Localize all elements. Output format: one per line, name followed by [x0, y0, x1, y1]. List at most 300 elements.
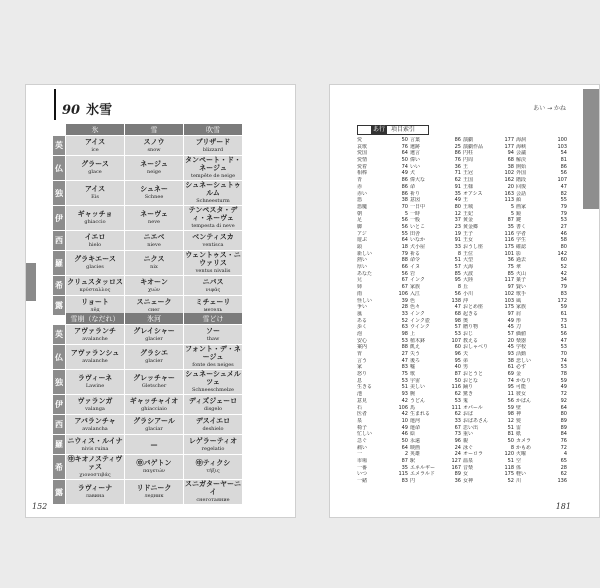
index-entry	[516, 311, 569, 318]
index-term: いとこ	[410, 223, 426, 230]
index-term: うどん	[410, 397, 426, 404]
index-entry	[410, 144, 463, 151]
index-entry	[516, 438, 569, 445]
index-term: 忙しい	[357, 431, 373, 438]
index-term: おとめ座	[463, 304, 484, 311]
index-entry	[357, 217, 410, 224]
katakana-reading: グレイシャー	[133, 326, 175, 335]
index-term: 姉	[357, 284, 363, 291]
katakana-reading: グラシアール	[133, 416, 175, 425]
index-entry	[463, 164, 516, 171]
index-entry	[357, 170, 410, 177]
index-term: 入江	[410, 290, 421, 297]
index-page-ref: 103	[557, 143, 567, 150]
index-page-ref: 172	[557, 297, 567, 304]
original-word: glaciar	[145, 425, 163, 432]
index-page-ref: 53	[454, 397, 461, 404]
index-page-ref: 56	[401, 217, 408, 224]
index-page-ref: 36	[454, 163, 461, 170]
index-page-ref: 98	[507, 411, 514, 418]
index-entry	[516, 177, 569, 184]
index-page-ref: 167	[451, 464, 461, 471]
index-entry	[463, 378, 516, 385]
index-term: 海洞	[516, 137, 527, 143]
index-term: 円周	[463, 157, 474, 164]
index-entry	[516, 231, 569, 238]
index-page-ref: 136	[557, 478, 567, 485]
index-entry	[516, 338, 569, 345]
index-term: 愛情	[357, 157, 368, 164]
index-page-ref: 50	[401, 137, 408, 143]
index-entry	[410, 344, 463, 351]
index-term: 厚い	[357, 264, 368, 271]
index-entry	[357, 304, 410, 311]
index-entry	[357, 271, 410, 278]
index-term: おとうと	[463, 371, 484, 378]
index-term: 会議	[516, 150, 527, 157]
katakana-reading: ウェントゥス・ニウァリス	[185, 251, 241, 267]
chapter-title	[62, 99, 112, 118]
katakana-reading: ヴァランガ	[77, 396, 113, 405]
index-page-ref: 18	[401, 244, 408, 250]
index-entry	[357, 157, 410, 164]
index-page-ref: 96	[454, 437, 461, 444]
index-entry	[410, 378, 463, 385]
index-term: 思い出	[463, 424, 479, 431]
word-cell	[184, 480, 242, 504]
index-term: 遺跡	[410, 143, 421, 150]
table-row	[53, 435, 242, 454]
table-row	[53, 156, 242, 180]
katakana-reading: シュネーシュメルツェ	[185, 370, 241, 386]
index-term: いつ	[357, 471, 368, 478]
index-term: 英雄	[410, 451, 421, 458]
word-cell	[125, 370, 183, 394]
language-label: 西	[53, 231, 65, 250]
table-row	[53, 370, 242, 394]
index-page-ref: 38	[401, 197, 408, 204]
index-term: 鍵	[516, 217, 522, 224]
index-entry	[516, 384, 569, 391]
katakana-reading: グレッチャー	[133, 374, 175, 382]
index-entry	[410, 137, 463, 144]
index-page-ref: 89	[560, 424, 567, 431]
index-page-ref: 175	[504, 244, 514, 250]
index-term: 熱い	[357, 257, 368, 264]
word-cell	[66, 251, 124, 275]
index-page-ref: 38	[507, 357, 514, 364]
index-entry	[410, 177, 463, 184]
katakana-reading: レゲラーティオ	[188, 436, 238, 445]
index-term: あなた	[357, 270, 373, 277]
table-row	[53, 206, 242, 230]
katakana-reading: ネージュ	[140, 160, 168, 168]
index-term: いい	[410, 163, 421, 170]
index-entry	[463, 204, 516, 211]
index-page-ref: 93	[401, 391, 408, 398]
index-page-ref: 81	[560, 157, 567, 164]
index-term: 活動	[516, 351, 527, 357]
index-term: 金	[516, 371, 522, 378]
index-entry	[357, 411, 410, 418]
index-entry	[410, 277, 463, 284]
index-term: 踊り	[463, 384, 474, 391]
index-term: インク	[410, 277, 425, 284]
index-page-ref: 67	[454, 424, 461, 431]
index-entry	[410, 364, 463, 371]
index-page-ref: 113	[504, 197, 514, 204]
index-term: 運命	[410, 424, 421, 431]
index-page-ref: 5	[404, 210, 408, 217]
column-header: 氷河	[125, 313, 183, 324]
index-term: 後ろ	[410, 357, 421, 364]
index-term: 驚き	[463, 391, 474, 398]
index-page-ref: 56	[401, 223, 408, 230]
index-entry	[357, 398, 410, 405]
index-term: おば	[463, 411, 474, 418]
katakana-reading: ソー	[206, 326, 220, 335]
index-entry	[463, 284, 516, 291]
index-entry	[463, 458, 516, 465]
katakana-reading: タンペート・ド・ネージュ	[185, 156, 241, 172]
katakana-reading: ㊥パゲトン	[136, 459, 172, 467]
index-entry	[516, 458, 569, 465]
index-term: 階段	[516, 177, 527, 184]
index-entry	[410, 271, 463, 278]
original-word: νιφάς	[205, 286, 221, 293]
original-word: παγετών	[142, 468, 166, 474]
index-term: 言葉	[410, 137, 421, 143]
index-entry	[410, 150, 463, 157]
index-entry	[516, 264, 569, 271]
index-page-ref: 37	[454, 217, 461, 224]
index-entry	[463, 318, 516, 325]
index-term: 教える	[463, 337, 479, 344]
original-word: neige	[147, 169, 161, 175]
index-page-ref: 59	[560, 377, 567, 384]
index-page-ref: 53	[560, 217, 567, 224]
index-term: 遊ぶ	[357, 237, 368, 244]
index-page-ref: 106	[398, 404, 408, 411]
index-page-ref: 10	[401, 417, 408, 424]
index-term: 回復	[516, 183, 527, 190]
katakana-reading: アイス	[84, 185, 106, 193]
index-term: 形	[516, 317, 522, 324]
index-entry	[516, 271, 569, 278]
index-page-ref: 177	[504, 137, 514, 143]
index-page-ref: 76	[401, 143, 408, 150]
index-page-ref: 57	[454, 264, 461, 271]
index-entry	[463, 445, 516, 452]
index-entry	[463, 157, 516, 164]
index-term: 池	[357, 391, 363, 398]
word-cell	[66, 415, 124, 434]
index-term: 青	[357, 177, 363, 184]
index-term: 生きる	[357, 384, 373, 391]
index-term: 王冠	[463, 170, 474, 177]
index-page-ref: 106	[398, 290, 408, 297]
katakana-reading: テンペスタ・ディ・ネーヴェ	[188, 206, 238, 222]
index-term: 壁	[516, 404, 522, 411]
index-page-ref: 72	[560, 391, 567, 398]
katakana-reading: アイス	[84, 137, 106, 146]
word-cell	[125, 276, 183, 295]
index-page-ref: 51	[454, 257, 461, 264]
index-term: 嵐	[357, 310, 363, 317]
index-term: 歌手	[516, 290, 527, 297]
index-page-ref: 70	[401, 203, 408, 210]
index-entry	[516, 277, 569, 284]
index-term: 雨	[357, 290, 363, 297]
index-column	[410, 137, 463, 485]
index-entry	[357, 351, 410, 358]
katakana-reading: ニパス	[202, 277, 224, 286]
index-term: おとな	[463, 377, 479, 384]
index-entry	[463, 471, 516, 478]
original-word: nix	[150, 264, 158, 270]
index-column	[516, 137, 569, 485]
index-term: 赤い	[357, 190, 368, 197]
index-term: 永遠	[410, 437, 421, 444]
index-term: 安心	[357, 337, 368, 344]
index-page-ref: 83	[401, 364, 408, 371]
index-entry	[357, 257, 410, 264]
index-term: 意見	[357, 397, 368, 404]
index-entry	[463, 224, 516, 231]
language-label: 羅	[53, 251, 65, 275]
table-row	[53, 181, 242, 205]
index-term: 田舎	[410, 230, 421, 237]
index-term: 火山	[516, 270, 527, 277]
index-term: 胃	[357, 351, 363, 357]
index-term: 開始	[516, 163, 527, 170]
index-page-ref: 91	[454, 183, 461, 190]
index-entry	[410, 284, 463, 291]
index-page-ref: 83	[560, 290, 567, 297]
index-range-header: あい → かね	[533, 105, 566, 112]
index-term: 嘘	[410, 364, 416, 371]
index-entry	[463, 237, 516, 244]
index-entry	[516, 391, 569, 398]
index-page-ref: 102	[504, 290, 514, 297]
index-entry	[516, 364, 569, 371]
table-row	[53, 345, 242, 369]
katakana-reading: ネーヴェ	[140, 210, 168, 218]
index-entry	[410, 264, 463, 271]
index-entry	[410, 451, 463, 458]
index-entry	[410, 351, 463, 358]
index-entry	[410, 170, 463, 177]
index-page-ref: 177	[504, 143, 514, 150]
language-label: 仏	[53, 156, 65, 180]
index-entry	[516, 217, 569, 224]
index-entry	[463, 364, 516, 371]
index-term: おじ	[463, 330, 474, 337]
index-entry	[463, 358, 516, 365]
index-page-ref: 98	[454, 317, 461, 324]
index-page-ref: 53	[454, 330, 461, 337]
index-entry	[357, 150, 410, 157]
index-term: 王	[463, 197, 469, 204]
index-term: 刀	[516, 324, 522, 331]
index-entry	[516, 157, 569, 164]
index-entry	[463, 251, 516, 258]
katakana-reading: アヴァランシュ	[70, 349, 120, 357]
index-page-ref: 25	[454, 143, 461, 150]
index-page-ref: 76	[560, 437, 567, 444]
index-page-ref: 50	[401, 157, 408, 164]
index-entry	[463, 304, 516, 311]
index-page-ref: 46	[560, 230, 567, 237]
index-entry	[410, 471, 463, 478]
index-page-ref: 117	[504, 277, 514, 284]
index-term: 男	[463, 364, 469, 371]
index-term: 肩	[516, 310, 522, 317]
index-term: 奥	[463, 317, 469, 324]
index-page-ref: 52	[401, 317, 408, 324]
word-cell	[66, 231, 124, 250]
word-cell	[125, 480, 183, 504]
index-page-ref: 51	[401, 384, 408, 391]
index-page-ref: 35	[401, 464, 408, 471]
index-page-ref: 40	[454, 364, 461, 371]
katakana-reading: リョート	[81, 297, 109, 306]
katakana-reading: シュネー	[140, 185, 168, 193]
index-entry	[463, 231, 516, 238]
index-term: オーロラ	[463, 451, 484, 458]
table-row	[53, 455, 242, 479]
index-term: 解決	[516, 157, 527, 164]
index-page-ref: 56	[507, 397, 514, 404]
index-term: 親	[463, 437, 469, 444]
column-header: 氷	[66, 124, 124, 135]
index-term: 円	[410, 478, 416, 485]
index-page-ref: 80	[454, 203, 461, 210]
table-row	[53, 480, 242, 504]
index-term: 歩く	[357, 324, 368, 331]
word-cell	[184, 395, 242, 414]
index-page-ref: 86	[454, 150, 461, 157]
index-entry	[516, 224, 569, 231]
language-label: 露	[53, 480, 65, 504]
index-page-ref: 56	[454, 290, 461, 297]
index-term: 王様	[463, 183, 474, 190]
index-page-ref: 81	[507, 431, 514, 438]
original-word: neve	[148, 219, 160, 225]
index-entry	[410, 324, 463, 331]
word-cell	[125, 455, 183, 479]
original-word: Schnee	[144, 194, 164, 200]
index-page-ref: 116	[504, 237, 514, 244]
index-page-ref: 67	[401, 277, 408, 284]
index-entry	[357, 371, 410, 378]
word-cell	[66, 455, 124, 479]
index-term: 市場	[357, 458, 368, 464]
index-term: 上	[410, 330, 416, 337]
index-entry	[463, 344, 516, 351]
index-entry	[357, 451, 410, 458]
index-entry	[516, 284, 569, 291]
index-area	[357, 125, 569, 485]
index-entry	[463, 184, 516, 191]
index-entry	[410, 204, 463, 211]
index-page-ref: 79	[560, 210, 567, 217]
index-term: 失う	[410, 351, 421, 357]
index-page-ref: 111	[451, 404, 461, 411]
index-page-ref: 62	[560, 471, 567, 478]
index-entry	[463, 191, 516, 198]
index-entry	[410, 331, 463, 338]
index-entry	[463, 197, 516, 204]
index-term: 悪	[357, 197, 363, 204]
index-term: 大陸	[463, 277, 474, 284]
original-word: tempesta di neve	[191, 223, 235, 229]
index-term: 王城	[463, 203, 474, 210]
index-page-ref: 36	[507, 257, 514, 264]
index-entry	[463, 384, 516, 391]
katakana-reading: スニガターヤーニイ	[185, 480, 241, 496]
index-entry	[463, 391, 516, 398]
index-page-ref: 86	[560, 163, 567, 170]
index-page-ref: 38	[507, 163, 514, 170]
original-word: ледник	[144, 493, 164, 499]
index-entry	[410, 244, 463, 251]
index-entry	[516, 331, 569, 338]
index-term: 王子	[463, 230, 474, 237]
word-cell	[66, 156, 124, 180]
index-page-ref: 64	[401, 150, 408, 157]
index-term: 家	[357, 364, 363, 371]
index-term: 悲しい	[516, 357, 532, 364]
index-page-ref: 42	[560, 270, 567, 277]
index-entry	[463, 405, 516, 412]
index-term: エネルギー	[410, 464, 436, 471]
katakana-reading: スニェーク	[136, 297, 172, 306]
original-word: ventus nivalis	[195, 268, 231, 274]
index-entry	[357, 318, 410, 325]
index-term: 新しい	[357, 250, 373, 257]
index-entry	[410, 164, 463, 171]
index-term: 神	[516, 411, 522, 418]
index-entry	[463, 371, 516, 378]
index-page-ref: 68	[454, 310, 461, 317]
index-entry	[463, 271, 516, 278]
index-page-ref: 51	[507, 458, 514, 464]
index-page-ref: 51	[507, 424, 514, 431]
original-word: blizzard	[202, 146, 224, 153]
index-entry	[516, 137, 569, 144]
index-page-ref: 75	[401, 371, 408, 378]
katakana-reading: アヴァランチ	[74, 326, 116, 335]
index-entry	[463, 177, 516, 184]
index-entry	[357, 431, 410, 438]
index-entry	[463, 277, 516, 284]
index-term: 愛国	[357, 150, 368, 157]
index-page-ref: 5	[510, 203, 514, 210]
index-page-ref: 74	[507, 377, 514, 384]
index-entry	[516, 324, 569, 331]
index-entry	[463, 211, 516, 218]
index-term: 黄金郷	[463, 223, 479, 230]
index-entry	[410, 431, 463, 438]
index-page-ref: 74	[401, 163, 408, 170]
index-page-ref: 56	[560, 170, 567, 177]
index-entry	[516, 304, 569, 311]
index-term: 王女	[463, 237, 474, 244]
index-entry	[516, 451, 569, 458]
katakana-reading: ㊥キオノスティヴァス	[67, 455, 123, 471]
index-entry	[357, 364, 410, 371]
